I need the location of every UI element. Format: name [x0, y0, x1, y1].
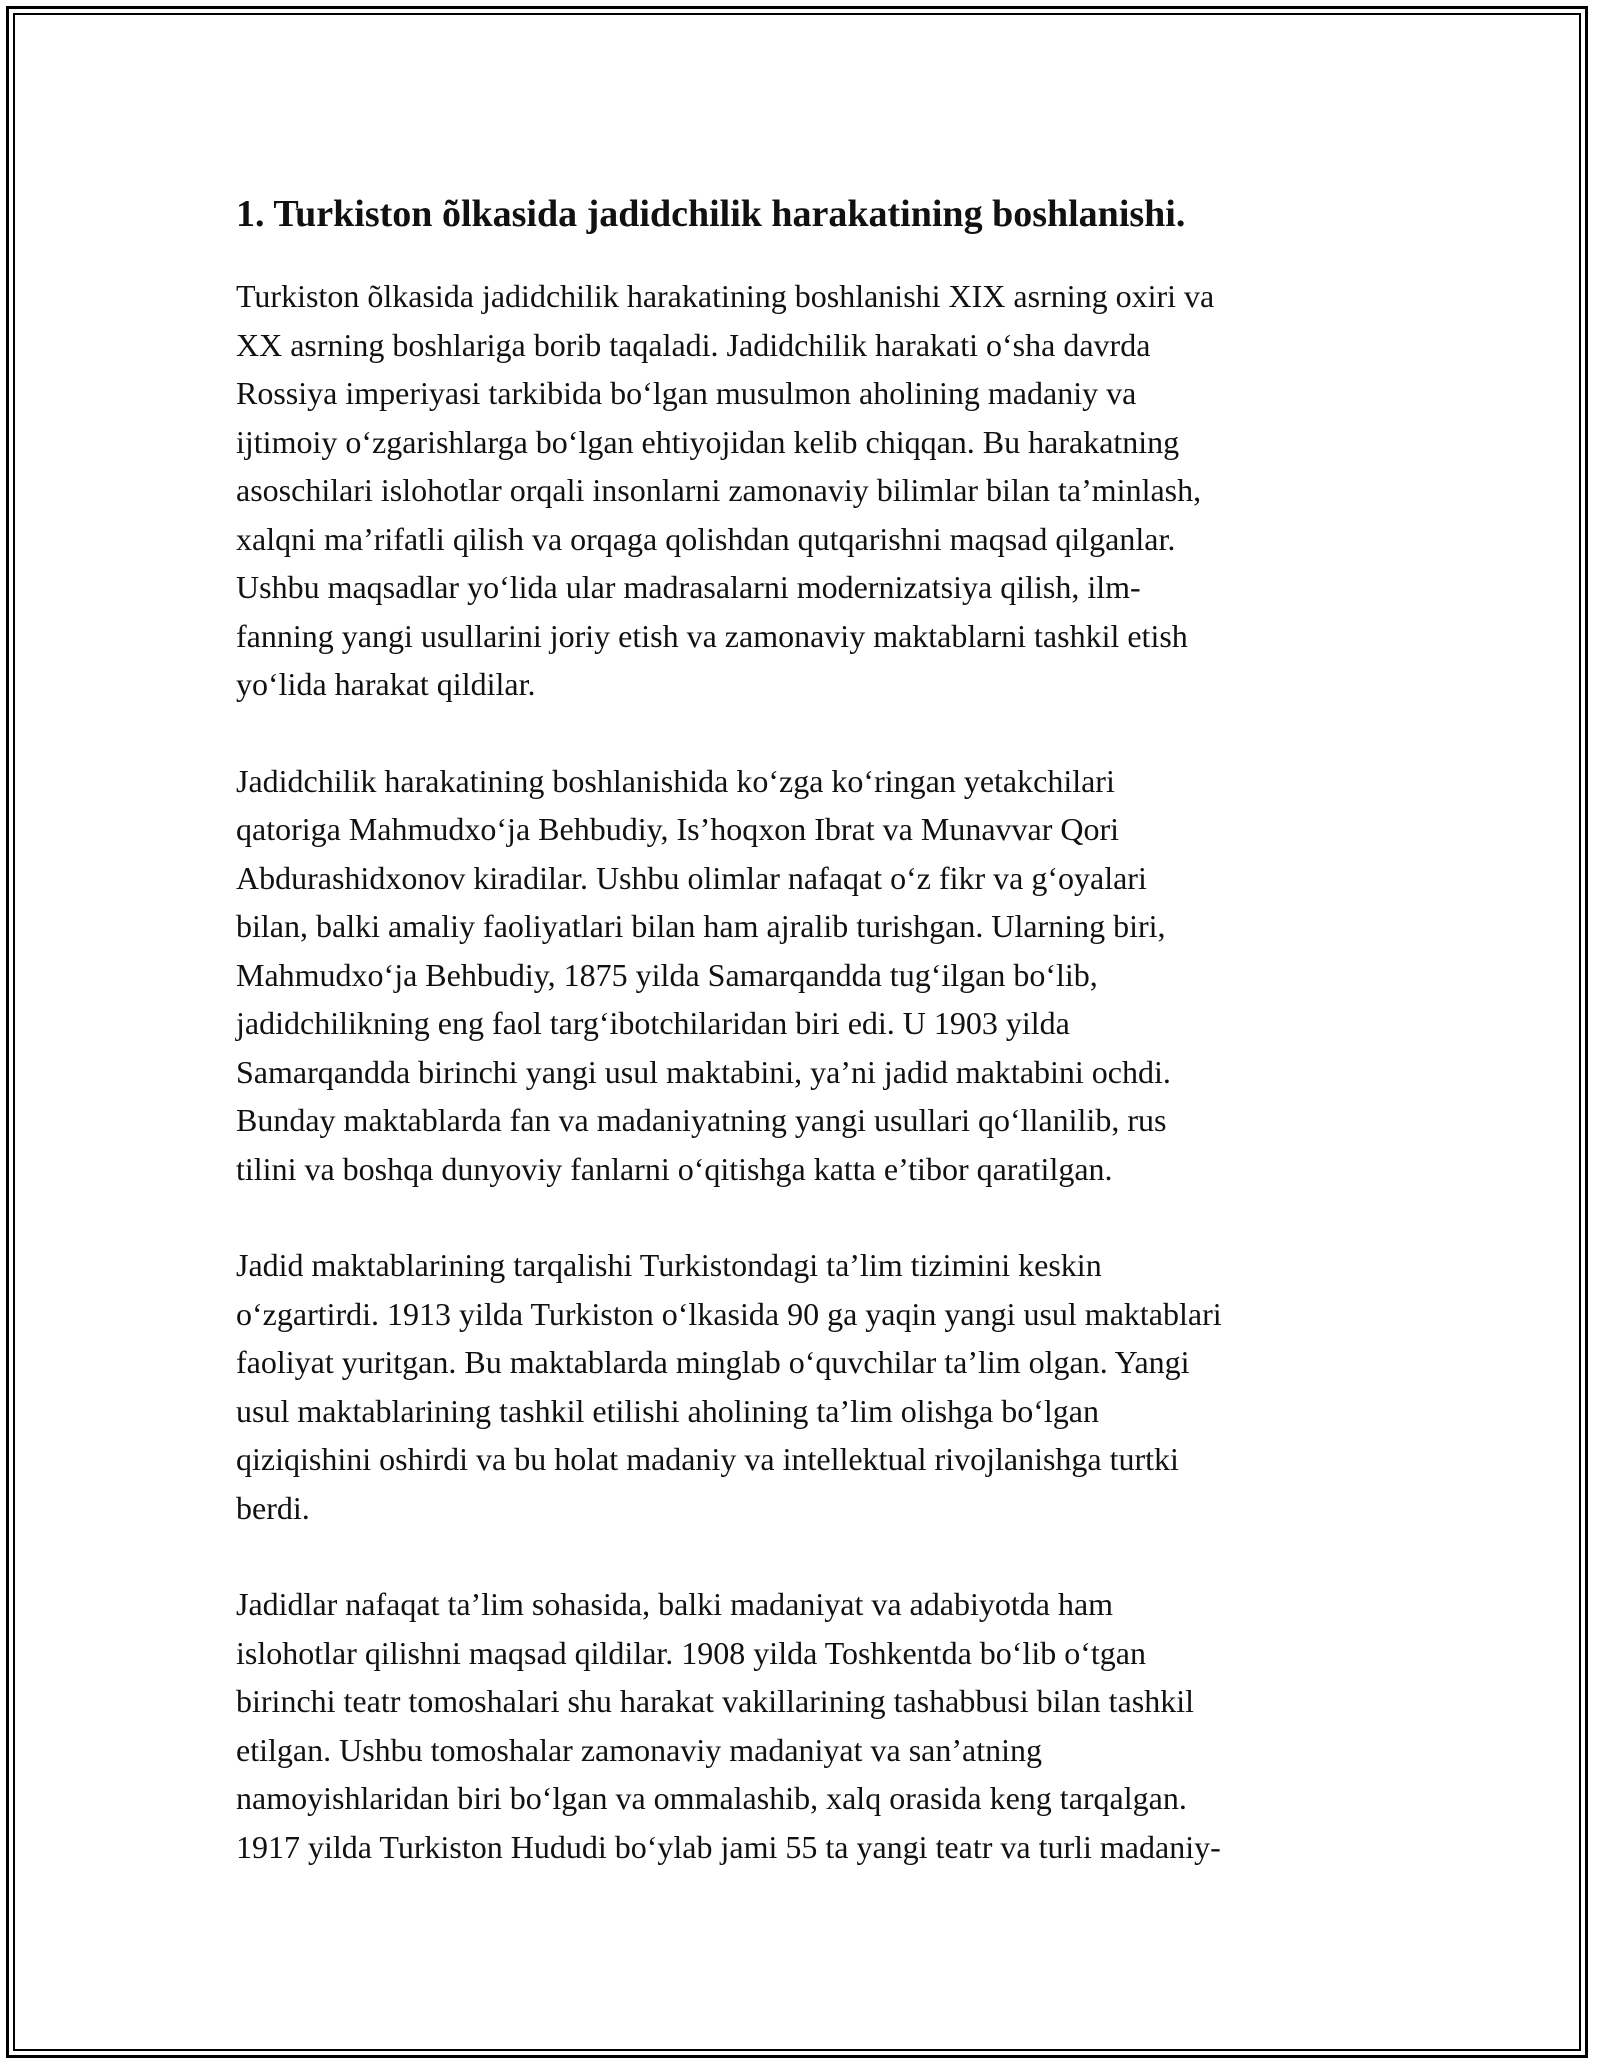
paragraph-line: Jadidlar nafaqat ta’lim sohasida, balki madaniyat va adabiyotda ham	[236, 1586, 1114, 1622]
paragraph-line: Ushbu maqsadlar yo‘lida ular madrasalarni modernizatsiya qilish, ilm-	[236, 569, 1141, 605]
paragraph-line: Rossiya imperiyasi tarkibida bo‘lgan musulmon aholining madaniy va	[236, 375, 1137, 411]
paragraph-line: Jadid maktablarining tarqalishi Turkistondagi ta’lim tizimini keskin	[236, 1247, 1102, 1283]
paragraph-line: Samarqandda birinchi yangi usul maktabini, ya’ni jadid maktabini ochdi.	[236, 1053, 1171, 1090]
paragraph-line: Bunday maktablarda fan va madaniyatning yangi usullari qo‘llanilib, rus	[236, 1102, 1167, 1138]
paragraph-1	[236, 272, 1372, 709]
paragraph-line: Jadidchilik harakatining boshlanishida ko‘zga ko‘ringan yetakchilari	[236, 762, 1115, 799]
paragraph-line: 1917 yilda Turkiston Hududi bo‘ylab jami 55 ta yangi teatr va turli madaniy-	[236, 1828, 1221, 1865]
paragraph-line: o‘zgartirdi. 1913 yilda Turkiston o‘lkasida 90 ga yaqin yangi usul maktablari	[236, 1295, 1222, 1332]
paragraph-line: yo‘lida harakat qildilar.	[236, 666, 536, 702]
paragraph-line: qiziqishini oshirdi va bu holat madaniy va intellektual rivojlanishga turtki	[236, 1441, 1179, 1477]
paragraph-line: berdi.	[236, 1489, 310, 1526]
paragraph-line: bilan, balki amaliy faoliyatlari bilan ham ajralib turishgan. Ularning biri,	[236, 908, 1166, 944]
paragraph-line: fanning yangi usullarini joriy etish va zamonaviy maktablarni tashkil etish	[236, 617, 1188, 654]
paragraph-line: Turkiston õlkasida jadidchilik harakatining boshlanishi XIX asrning oxiri va	[236, 278, 1215, 314]
paragraph-line: ijtimoiy o‘zgarishlarga bo‘lgan ehtiyojidan kelib chiqqan. Bu harakatning	[236, 423, 1180, 460]
document-body	[236, 188, 1372, 1919]
paragraph-3	[236, 1241, 1372, 1532]
paragraph-line: namoyishlaridan biri bo‘lgan va ommalashib, xalq orasida keng tarqalgan.	[236, 1780, 1187, 1816]
paragraph-line: birinchi teatr tomoshalari shu harakat vakillarining tashabbusi bilan tashkil	[236, 1683, 1194, 1719]
paragraph-line: islohotlar qilishni maqsad qildilar. 1908 yilda Toshkentda bo‘lib o‘tgan	[236, 1634, 1146, 1671]
paragraph-line: jadidchilikning eng faol targ‘ibotchilaridan biri edi. U 1903 yilda	[236, 1005, 1070, 1041]
section-heading: 1. Turkiston õlkasida jadidchilik harakatining boshlanishi.	[236, 193, 1186, 235]
paragraph-line: faoliyat yuritgan. Bu maktablarda minglab o‘quvchilar ta’lim olgan. Yangi	[236, 1344, 1190, 1380]
paragraph-line: Abdurashidxonov kiradilar. Ushbu olimlar nafaqat o‘z fikr va g‘oyalari	[236, 859, 1147, 896]
paragraph-4	[236, 1580, 1372, 1871]
paragraph-line: tilini va boshqa dunyoviy fanlarni o‘qitishga katta e’tibor qaratilgan.	[236, 1150, 1113, 1187]
paragraph-line: qatoriga Mahmudxo‘ja Behbudiy, Is’hoqxon Ibrat va Munavvar Qori	[236, 811, 1120, 847]
paragraph-line: xalqni ma’rifatli qilish va orqaga qolishdan qutqarishni maqsad qilganlar.	[236, 520, 1176, 557]
paragraph-line: asoschilari islohotlar orqali insonlarni zamonaviy bilimlar bilan ta’minlash,	[236, 472, 1202, 508]
paragraph-line: etilgan. Ushbu tomoshalar zamonaviy madaniyat va san’atning	[236, 1731, 1042, 1768]
paragraph-line: usul maktablarining tashkil etilishi aholining ta’lim olishga bo‘lgan	[236, 1392, 1099, 1429]
paragraph-2	[236, 757, 1372, 1194]
paragraph-line: XX asrning boshlariga borib taqaladi. Jadidchilik harakati o‘sha davrda	[236, 326, 1151, 363]
paragraph-line: Mahmudxo‘ja Behbudiy, 1875 yilda Samarqandda tug‘ilgan bo‘lib,	[236, 956, 1098, 993]
